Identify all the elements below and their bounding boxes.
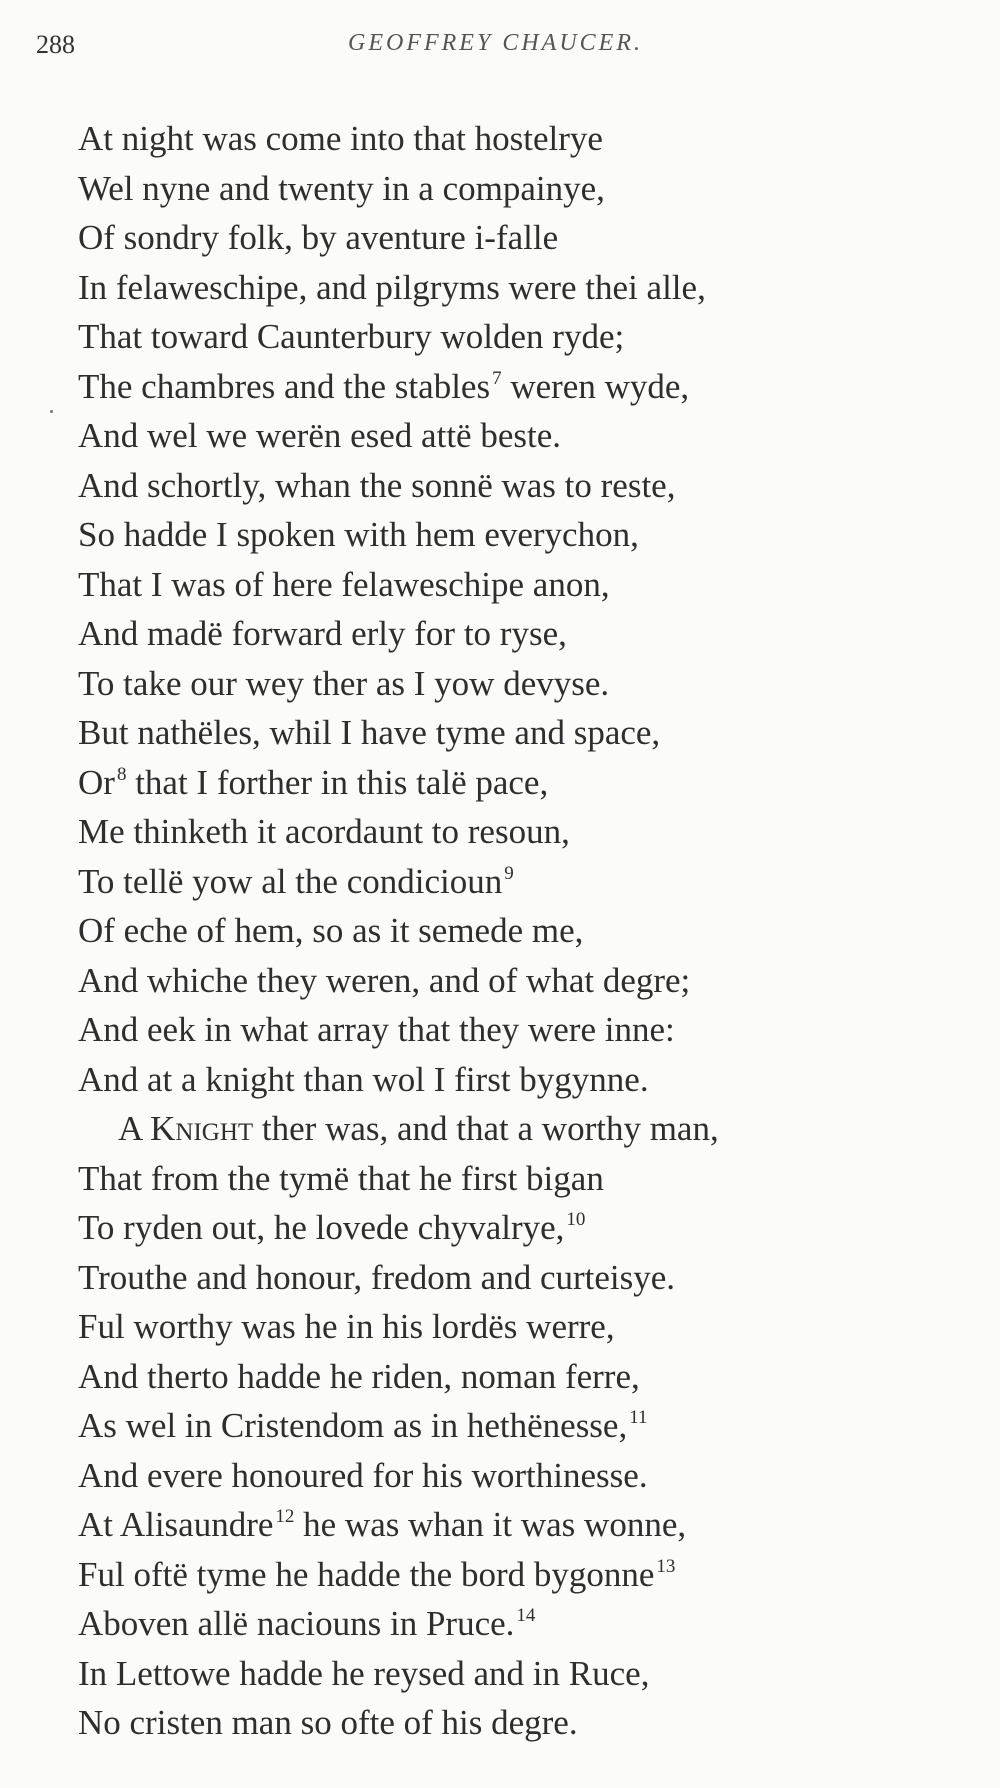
verse-text: But nathëles, whil I have tyme and space, [78,713,661,752]
verse-line [78,857,958,907]
verse-text: Aboven allë naciouns in Pruce. [78,1604,515,1643]
verse-text: In Lettowe hadde he reysed and in Ruce, [78,1653,650,1693]
verse-line [78,1599,958,1649]
verse-line [78,213,958,263]
verse-text-continued: ther was, and that a worthy man, [253,1109,719,1148]
verse-line [78,1203,958,1253]
small-caps-word: Knight [150,1109,254,1148]
verse-line [78,312,958,362]
verse-text: The chambres and the stables [78,366,491,406]
verse-line [78,114,958,164]
verse-text: And whiche they weren, and of what degre; [78,960,691,1000]
verse-line [78,1451,958,1501]
verse-text: And evere honoured for his worthinesse. [78,1455,648,1495]
verse-line [78,1154,958,1204]
verse-text: Of sondry folk, by aventure i-falle [78,218,559,257]
verse-line [78,1550,958,1600]
verse-list [78,114,958,1748]
verse-text: To tellë yow al the condicioun [78,861,503,901]
footnote-marker: 7 [492,367,502,389]
verse-text: And schortly, whan the sonnë was to reste, [78,465,676,505]
verse-line [78,807,958,857]
verse-line [78,609,958,659]
verse-text-continued: weren wyde, [501,366,690,406]
verse-line [78,1352,958,1402]
verse-text: And therto hadde he riden, noman ferre, [78,1356,640,1396]
verse-line [78,659,958,709]
footnote-marker: 13 [656,1555,676,1577]
verse-text: Ful oftë tyme he hadde the bord bygonne [78,1554,655,1594]
verse-line [78,510,958,560]
verse-line [78,906,958,956]
footnote-marker: 10 [566,1209,586,1230]
verse-text: At night was come into that hostelrye [78,119,603,158]
verse-text: That toward Caunterbury wolden ryde; [78,317,625,356]
verse-text: As wel in Cristendom as in hethënesse, [78,1406,628,1445]
footnote-marker: 8 [116,763,127,785]
verse-text: And madë forward erly for to ryse, [78,614,567,653]
verse-text: To take our wey ther as I yow devyse. [78,663,610,703]
verse-text: To ryden out, he lovede chyvalrye, [78,1208,565,1247]
verse-line [78,1401,958,1451]
verse-text: Of eche of hem, so as it semede me, [78,911,584,950]
verse-text: In felaweschipe, and pilgryms were thei alle, [78,267,706,307]
footnote-marker: 14 [516,1605,536,1626]
margin-mark [50,410,53,413]
verse-text: And at a knight than wol I first bygynne. [78,1059,649,1099]
verse-line [78,560,958,610]
verse-line [78,1104,958,1154]
verse-text: No cristen man so ofte of his degre. [78,1703,578,1742]
verse-line [78,362,958,412]
verse-line [78,411,958,461]
running-title: GEOFFREY CHAUCER. [348,30,643,56]
verse-line [78,1500,958,1550]
footnote-marker: 12 [275,1506,295,1527]
verse-text: That I was of here felaweschipe anon, [78,564,610,604]
verse-text: Ful worthy was he in his lordës werre, [78,1307,615,1346]
verse-line [78,1649,958,1699]
verse-text: A [118,1109,142,1148]
verse-line [78,461,958,511]
page-header [0,28,1000,68]
verse-line [78,1302,958,1352]
footnote-marker: 9 [504,862,514,884]
page-number: 288 [36,30,75,59]
verse-text: So hadde I spoken with hem everychon, [78,515,639,554]
verse-line [78,758,958,808]
verse-line [78,708,958,758]
verse-line [78,1005,958,1055]
verse-text: And wel we werën esed attë beste. [78,416,561,455]
verse-text: At Alisaundre [78,1505,274,1544]
verse-line [78,1253,958,1303]
verse-text-continued: that I forther in this talë pace, [126,762,549,802]
verse-text: Or [78,762,115,802]
verse-line [78,263,958,313]
verse-text: That from the tymë that he first bigan [78,1158,604,1198]
verse-text: Me thinketh it acordaunt to resoun, [78,812,570,851]
verse-text: Wel nyne and twenty in a compainye, [78,168,605,208]
verse-line [78,956,958,1006]
verse-line [78,1698,958,1748]
verse-line [78,1055,958,1105]
verse-text: Trouthe and honour, fredom and curteisye. [78,1257,676,1297]
verse-text: And eek in what array that they were inne: [78,1010,675,1049]
verse-text-continued: he was whan it was wonne, [294,1505,687,1544]
verse-line [78,164,958,214]
footnote-marker: 11 [629,1407,648,1428]
